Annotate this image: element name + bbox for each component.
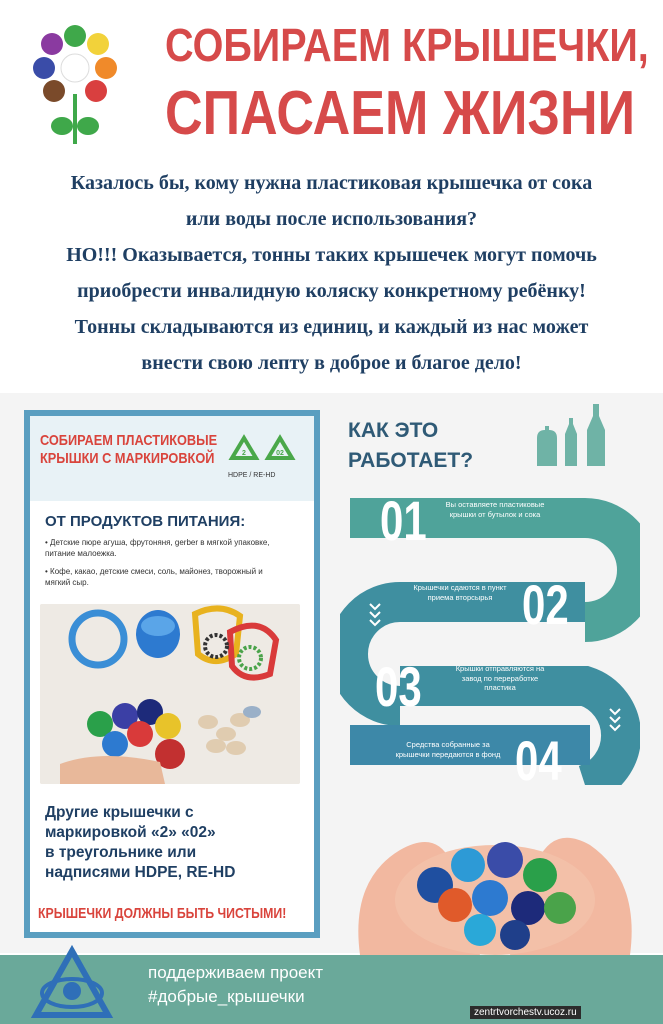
arrow-down-icon bbox=[368, 600, 382, 640]
site-watermark: zentrtvorchestv.ucoz.ru bbox=[470, 1006, 581, 1019]
step-number: 04 bbox=[515, 729, 562, 792]
bullet-text: Детские пюре агуша, фрутоняня, gerber в мягкой упаковке, питание малоежка. bbox=[45, 538, 270, 558]
step-text: Крышечки сдаются в пункт приема вторсырья bbox=[413, 583, 507, 602]
flower-logo-icon bbox=[30, 22, 120, 147]
title-line-2: СПАСАЕМ ЖИЗНИ bbox=[165, 79, 636, 148]
other-caps-line: маркировкой «2» «02» bbox=[45, 824, 216, 841]
intro-line: Казалось бы, кому нужна пластиковая крышечка от сока bbox=[70, 172, 593, 194]
how-it-works-heading bbox=[348, 416, 473, 476]
hands-with-caps bbox=[340, 790, 640, 955]
arrow-down-icon bbox=[608, 705, 622, 745]
svg-text:2: 2 bbox=[242, 450, 246, 457]
intro-line: внести свою лепту в доброе и благое дело! bbox=[141, 352, 522, 374]
intro-line: приобрести инвалидную коляску конкретному ребёнку! bbox=[77, 280, 586, 302]
intro-line: НО!!! Оказывается, тонны таких крышечек могут помочь bbox=[66, 244, 597, 266]
recycle-icons bbox=[226, 430, 300, 470]
caps-photo bbox=[40, 604, 300, 784]
clean-caps-warning: КРЫШЕЧКИ ДОЛЖНЫ БЫТЬ ЧИСТЫМИ! bbox=[38, 905, 287, 922]
step-number: 01 bbox=[380, 489, 427, 552]
title-line-1: СОБИРАЕМ КРЫШЕЧКИ, bbox=[165, 19, 649, 71]
svg-text:02: 02 bbox=[276, 450, 284, 457]
intro-line: или воды после использования? bbox=[185, 208, 478, 230]
footer-support-text: поддерживаем проект bbox=[148, 963, 324, 982]
project-logo-icon bbox=[30, 945, 115, 1024]
step-number: 02 bbox=[522, 573, 569, 636]
plastic-codes: HDPE / RE-HD bbox=[228, 472, 276, 479]
other-caps-text bbox=[45, 803, 235, 883]
step-text: Крышки отправляются на завод по переработке пластика bbox=[455, 664, 545, 692]
other-caps-line: надписями HDPE, RE-HD bbox=[45, 864, 236, 881]
bullet-text: Кофе, какао, детские смеси, соль, майонез, творожный и мягкий сыр. bbox=[45, 567, 263, 587]
caps-illustration bbox=[40, 604, 300, 784]
step-number: 03 bbox=[375, 655, 422, 718]
step-text: Вы оставляете пластиковые крышки от бутылок и сока bbox=[445, 500, 545, 519]
step-text: Средства собранные за крышечки передаются в фонд bbox=[395, 740, 501, 759]
how-line: КАК ЭТО bbox=[348, 419, 439, 442]
intro-line: Тонны складываются из единиц, и каждый из нас может bbox=[74, 316, 589, 338]
how-line: РАБОТАЕТ? bbox=[348, 449, 474, 472]
other-caps-line: Другие крышечки с bbox=[45, 804, 194, 821]
left-panel-title: СОБИРАЕМ ПЛАСТИКОВЫЕ КРЫШКИ С МАРКИРОВКОЙ bbox=[40, 432, 218, 467]
footer-hashtag: #добрые_крышечки bbox=[148, 987, 305, 1006]
bullet-coffee: • Кофе, какао, детские смеси, соль, майонез, творожный и мягкий сыр. bbox=[45, 567, 263, 587]
bullet-baby-food: • Детские пюре агуша, фрутоняня, gerber в мягкой упаковке, питание малоежка. bbox=[45, 538, 270, 558]
intro-text bbox=[0, 165, 663, 381]
other-caps-line: в треугольнике или bbox=[45, 844, 197, 861]
food-products-heading: ОТ ПРОДУКТОВ ПИТАНИЯ: bbox=[45, 513, 246, 530]
bottles-icon bbox=[527, 400, 617, 470]
